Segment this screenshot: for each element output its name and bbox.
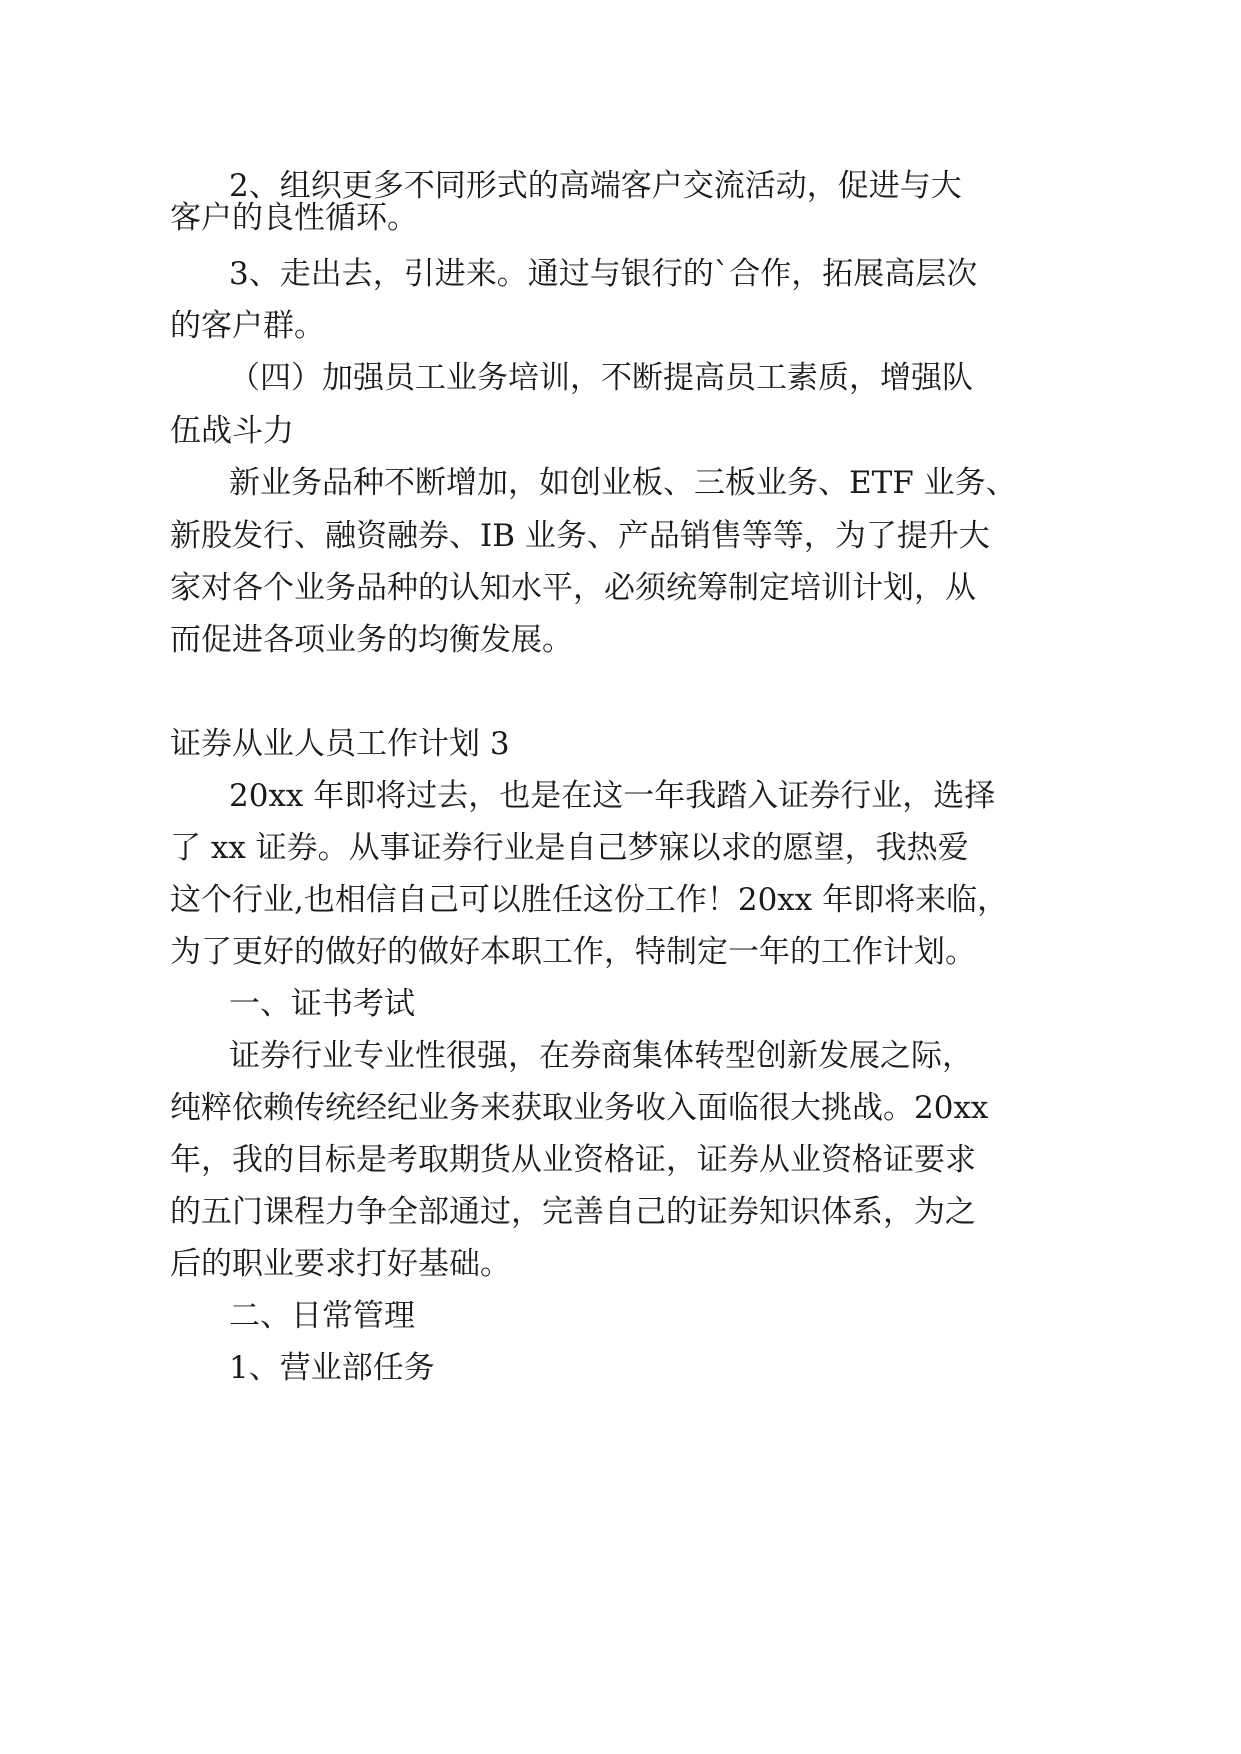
paragraph-line: 年，我的目标是考取期货从业资格证，证券从业资格证要求 <box>170 1142 976 1178</box>
paragraph-line: 的客户群。 <box>170 308 325 344</box>
section-heading: 二、日常管理 <box>229 1298 415 1334</box>
paragraph-line: 3、走出去，引进来。通过与银行的`合作，拓展高层次 <box>229 256 978 292</box>
section-heading: 1、营业部任务 <box>229 1350 435 1386</box>
paragraph-line: 家对各个业务品种的认知水平，必须统筹制定培训计划，从 <box>170 570 976 606</box>
paragraph-line: 新股发行、融资融券、IB 业务、产品销售等等，为了提升大 <box>170 518 990 554</box>
paragraph-line: 证券行业专业性很强，在券商集体转型创新发展之际， <box>229 1038 973 1074</box>
paragraph-line: 后的职业要求打好基础。 <box>170 1246 511 1282</box>
section-heading: （四）加强员工业务培训，不断提高员工素质，增强队 <box>229 360 973 396</box>
paragraph-line: 为了更好的做好的做好本职工作，特制定一年的工作计划。 <box>170 934 976 970</box>
paragraph-line: 新业务品种不断增加，如创业板、三板业务、ETF 业务、 <box>229 465 1017 501</box>
section-heading: 一、证书考试 <box>229 986 415 1022</box>
paragraph-line: 的五门课程力争全部通过，完善自己的证券知识体系，为之 <box>170 1194 976 1230</box>
paragraph-line: 客户的良性循环。 <box>170 200 418 236</box>
document-title: 证券从业人员工作计划 3 <box>170 726 510 762</box>
section-heading: 伍战斗力 <box>170 413 294 449</box>
paragraph-line: 而促进各项业务的均衡发展。 <box>170 622 573 658</box>
paragraph-line: 纯粹依赖传统经纪业务来获取业务收入面临很大挑战。20xx <box>170 1090 989 1126</box>
paragraph-line: 了 xx 证券。从事证券行业是自己梦寐以求的愿望，我热爱 <box>170 830 969 866</box>
paragraph-line: 这个行业,也相信自己可以胜任这份工作！20xx 年即将来临， <box>170 882 1009 918</box>
paragraph-line: 20xx 年即将过去，也是在这一年我踏入证券行业，选择 <box>229 778 996 814</box>
paragraph-line: 2、组织更多不同形式的高端客户交流活动，促进与大 <box>229 168 962 204</box>
